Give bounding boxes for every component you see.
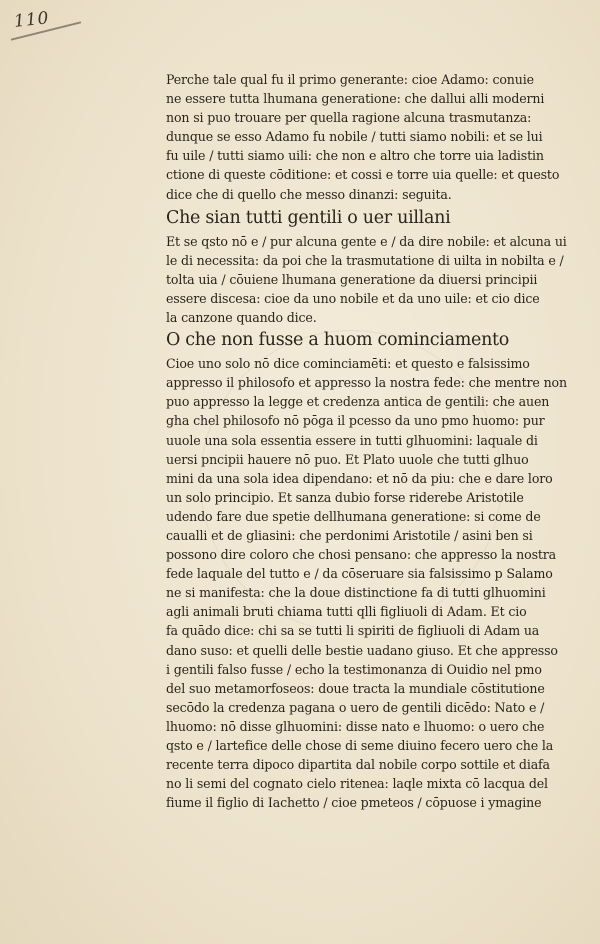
text-line: fede laquale del tutto e / da cōseruare sia falsissimo p Salamo — [166, 566, 553, 582]
folio-number: 110 — [13, 8, 51, 32]
text-line: dano suso: et quelli delle bestie uadano giuso. Et che appresso — [166, 642, 558, 658]
text-line: fiume il figlio di Iachetto / cioe pmeteos / cōpuose i ymagine — [166, 795, 542, 811]
paragraph-3 — [166, 354, 567, 812]
text-line: appresso il philosofo et appresso la nostra fede: che mentre non — [166, 375, 567, 391]
text-column — [166, 70, 567, 812]
text-line: ne essere tutta lhumana generatione: che dallui alli moderni — [166, 91, 545, 107]
text-line: gha chel philosofo nō pōga il pcesso da uno pmo huomo: pur — [166, 413, 545, 429]
paragraph-1 — [166, 70, 558, 204]
text-line: essere discesa: cioe da uno nobile et da uno uile: et cio dice — [166, 290, 540, 306]
text-line: dunque se esso Adamo fu nobile / tutti siamo nobili: et se lui — [166, 129, 543, 145]
text-line: possono dire coloro che chosi pensano: che appresso la nostra — [166, 547, 557, 563]
text-line: no li semi del cognato cielo ritenea: laqle mixta cō lacqua del — [166, 776, 548, 792]
section-heading-gentili: Che sian tutti gentili o uer uillani — [166, 207, 451, 228]
text-line: agli animali bruti chiama tutti qlli figliuoli di Adam. Et cio — [166, 604, 527, 620]
text-line: dice che di quello che messo dinanzi: seguita. — [166, 186, 452, 202]
text-line: Cioe uno solo nō dice cominciamēti: et questo e falsissimo — [166, 356, 530, 372]
text-line: udendo fare due spetie dellhumana generatione: si come de — [166, 508, 541, 524]
text-line: ne si manifesta: che la doue distinctione fa di tutti glhuomini — [166, 585, 546, 601]
text-line: caualli et de gliasini: che perdonimi Aristotile / asini ben si — [166, 527, 533, 543]
text-line: recente terra dipoco dipartita dal nobile corpo sottile et diafa — [166, 757, 550, 773]
section-heading-cominciamento: O che non fusse a huom cominciamento — [166, 330, 510, 351]
text-line: Perche tale qual fu il primo generante: cioe Adamo: conuie — [166, 72, 534, 87]
text-line: fu uile / tutti siamo uili: che non e altro che torre uia ladistin — [166, 148, 544, 164]
text-line: la canzone quando dice. — [166, 310, 317, 326]
text-line: puo appresso la legge et credenza antica de gentili: che auen — [166, 394, 550, 410]
text-line: fa quādo dice: chi sa se tutti li spiriti de figliuoli di Adam ua — [166, 623, 540, 639]
text-line: del suo metamorfoseos: doue tracta la mundiale cōstitutione — [166, 680, 545, 696]
text-line: qsto e / lartefice delle chose di seme diuino fecero uero che la — [166, 738, 554, 753]
text-line: lhuomo: nō disse glhuomini: disse nato e lhuomo: o uero che — [166, 718, 545, 734]
text-line: le di necessita: da poi che la trasmutatione di uilta in nobilta e / — [166, 252, 564, 268]
paragraph-2 — [166, 232, 567, 327]
text-line: Et se qsto nō e / pur alcuna gente e / da dire nobile: et alcuna ui — [166, 233, 567, 249]
text-line: mini da una sola idea dipendano: et nō da piu: che e dare loro — [166, 470, 553, 486]
text-line: ctione di queste cōditione: et cossi e torre uia quelle: et questo — [166, 167, 560, 183]
text-line: tolta uia / cōuiene lhumana generatione da diuersi principii — [166, 271, 538, 287]
text-line: non si puo trouare per quella ragione alcuna trasmutanza: — [166, 110, 532, 126]
text-line: uuole una sola essentia essere in tutti glhuomini: laquale di — [166, 432, 538, 448]
text-line: secōdo la credenza pagana o uero de gentili dicēdo: Nato e / — [166, 699, 545, 715]
text-line: uersi pncipii hauere nō puo. Et Plato uuole che tutti glhuo — [166, 451, 529, 467]
text-line: i gentili falso fusse / echo la testimonanza di Ouidio nel pmo — [166, 661, 542, 677]
text-line: un solo principio. Et sanza dubio forse riderebe Aristotile — [166, 489, 524, 505]
